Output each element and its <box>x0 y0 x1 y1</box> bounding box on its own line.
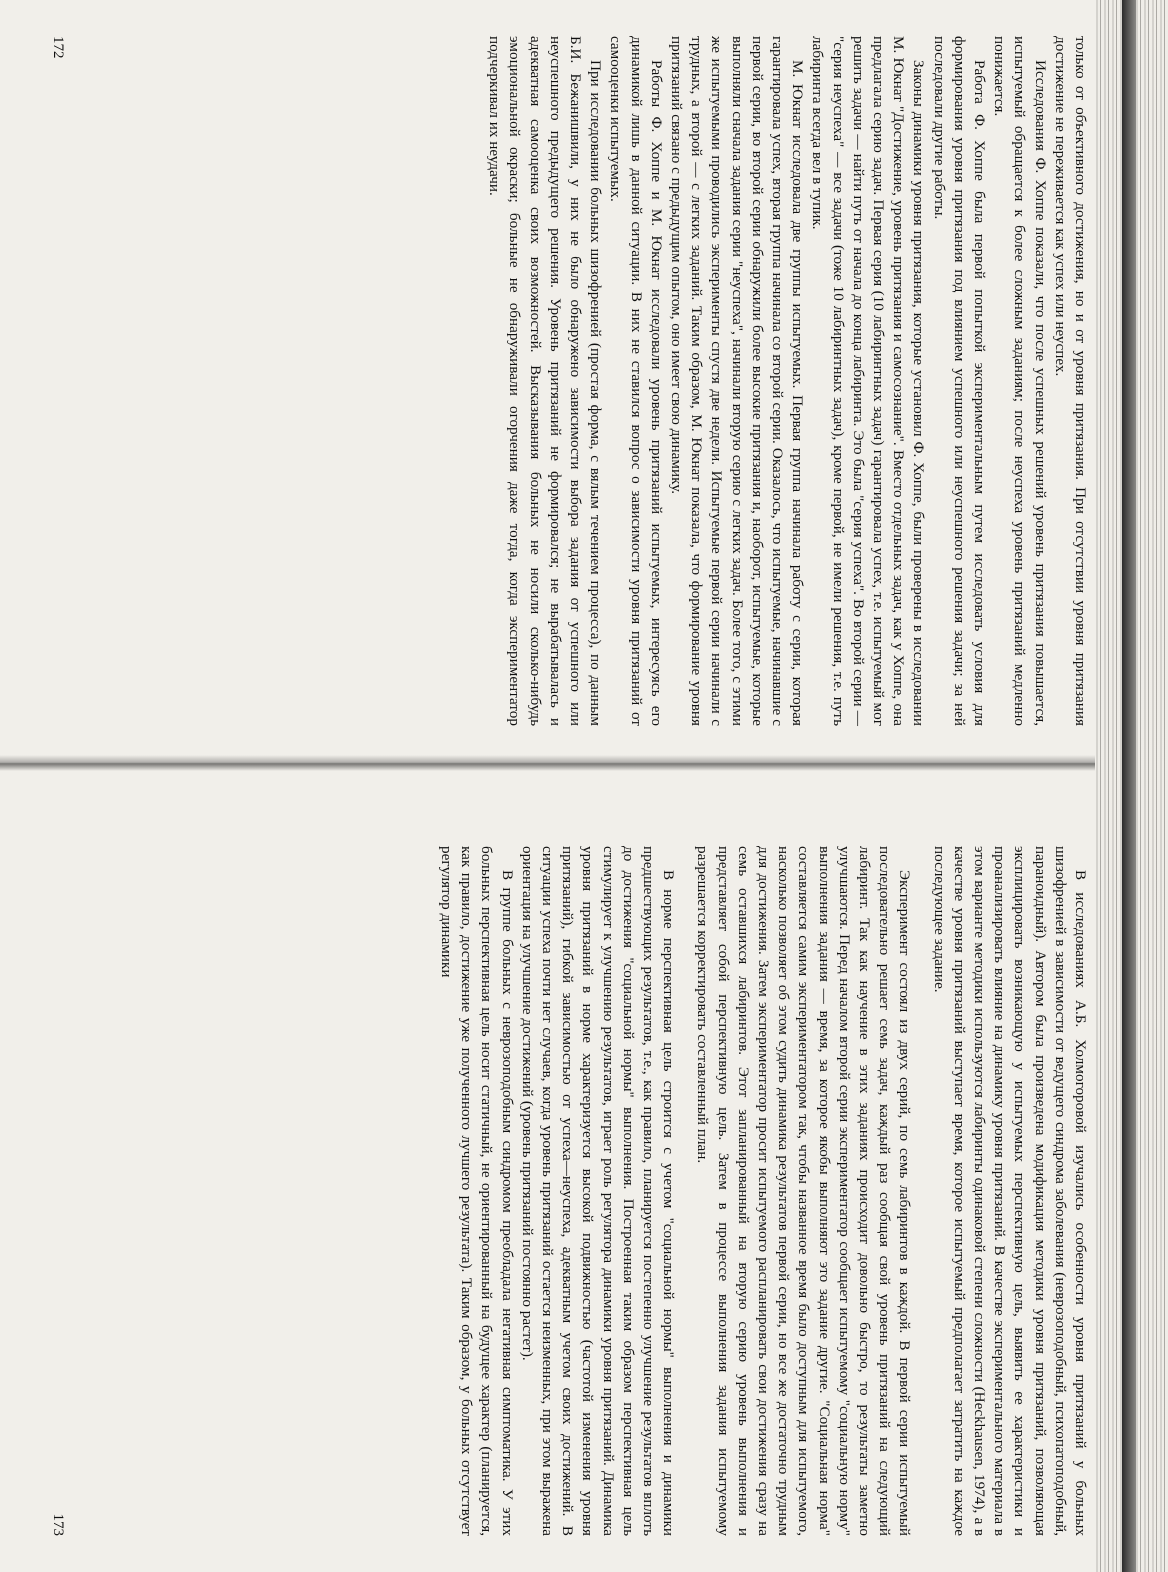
paragraph: Работа Ф. Хоппе была первой попыткой экспериментальным путем исследовать условия для формирования уровня притязания под влиянием успешного или неуспешного решения задачи; за ней последовали другие работы. <box>930 36 988 726</box>
paragraph: М. Юкнат исследовала две группы испытуемых. Первая группа начинала работу с серии, которая гарантировала успех, вторая группа начинала со второй серии. Оказалось, что испытуемые, начинавшие с первой серии, во второй серии обнаружили более высокие притязания и, наоборот, испытуемые, которые выполняли сначала задания серии "неуспеха", начинали вторую серию с легких задач. Более того, с этими же испытуемыми проводились эксперименты спустя две недели. Испытуемые первой серии начинали с трудных, а второй — с легких заданий. Таким образом, М. Юкнат показала, что формирование уровня притязаний связано с предыдущим опытом, оно имеет свою динамику. <box>667 36 807 726</box>
binding-edge <box>1122 0 1136 1572</box>
left-page-text <box>484 36 1090 726</box>
right-page-text <box>436 846 1090 1536</box>
paragraph: Эксперимент состоял из двух серий, по семь лабиринтов в каждой. В первой серии испытуемый последовательно решает семь задач, каждый раз сообщая свой уровень притязаний на следующий лабиринт. Так как научение в этих заданиях происходит довольно быстро, то результаты заметно улучшаются. Перед началом второй серии экспериментатор сообщает испытуемому "социальную норму" выполнения задания — время, за которое якобы выполняют это задание другие. "Социальная норма" составляется самим экспериментатором так, чтобы названное время было доступным для испытуемого, насколько позволяет об этом судить динамика результатов первой серии, но все же достаточно трудным для достижения. Затем экспериментатор просит испытуемого распланировать свои достижения сразу на семь оставшихся лабиринтов. Этот запланированный на вторую серию уровень выполнения и представляет собой перспективную цель. Затем в процессе выполнения задания испытуемому разрешается корректировать составленный план. <box>694 846 914 1536</box>
paragraph: Законы динамики уровня притязания, которые установил Ф. Хоппе, были проверены в исследовании М. Юкнат "Достижение, уровень притязания и самосознание". Вместо отдельных задач, как у Хоппе, она предлагала серию задач. Первая серия (10 лабиринтных задач) гарантировала успех, т.е. испытуемый мог решить задачи — найти путь от начала до конца лабиринта. Это была "серия успеха". Во второй серии — "серия неуспеха" — все задачи (тоже 10 лабиринтных задач), кроме первой, не имели решения, т.е. путь лабиринта всегда вел в тупик. <box>809 36 928 726</box>
page-number: 173 <box>50 1513 67 1536</box>
paragraph: В исследованиях А.Б. Холмогоровой изучались особенности уровня притязаний у больных шизофренией в зависимости от ведущего синдрома заболевания (неврозоподобный, психопатоподобный, параноидный). Автором была произведена модификация методики уровня притязаний, позволяющая эксплицировать возникающую у испытуемых перспективную цель, выявить ее характеристики и проанализировать влияние на динамику уровня притязаний. В качестве экспериментального материала в этом варианте методики используются лабиринты одинаковой степени сложности (Heckhausen, 1974), а в качестве уровня притязаний выступает время, которое испытуемый предполагает затратить на каждое последующее задание. <box>930 846 1089 1536</box>
paragraph: только от объективного достижения, но и от уровня притязания. При отсутствии уровня притязания достижение не переживается как успех или неуспех. <box>1051 36 1089 726</box>
left-page <box>40 36 1100 726</box>
paragraph: В норме перспективная цель строится с учетом "социальной нормы" выполнения и динамики предшествующих результатов, т.е., как правило, планируется постепенно улучшение результатов вплоть до достижения "социальной нормы" выполнения. Построенная таким образом перспективная цель стимулирует к улучшению результатов, играет роль регулятора динамики уровня притязаний. Динамика уровня притязаний в норме характеризуется высокой подвижностью (частотой изменения уровня притязаний), гибкой зависимостью от успеха—неуспеха, адекватным учетом своих достижений. В ситуации успеха почти нет случаев, когда уровень притязаний остается неизменных, при этом выражена ориентация на улучшение достижений (уровень притязаний постоянно растет). <box>518 846 678 1536</box>
book-spread <box>20 36 1100 1536</box>
page-number: 172 <box>50 36 67 59</box>
paragraph: При исследовании больных шизофренией (простая форма, с вялым течением процесса), по данным Б.И. Бежанишвили, у них не было обнаружено зависимости выбора задания от успешного или неуспешного предыдущего решения. Уровень притязаний не формировался; не вырабатывалась и адекватная самооценка своих возможностей. Высказывания больных не носили сколько-нибудь эмоциональной окраски; больные не обнаруживали огорчения даже тогда, когда экспериментатор подчеркивал их неудачи. <box>486 36 605 726</box>
paragraph: Исследования Ф. Хоппе показали, что после успешных решений уровень притязания повышается, испытуемый обращается к более сложным заданиям; после неуспеха уровень притязаний медленно понижается. <box>991 36 1049 726</box>
paragraph: Работы Ф. Хоппе и М. Юкнат исследовали уровень притязаний испытуемых, интересуясь его динамикой лишь в данной ситуации. В них не ставился вопрос о зависимости уровня притязаний от самооценки испытуемых. <box>607 36 665 726</box>
right-page <box>40 846 1100 1536</box>
paragraph: В группе больных с неврозоподобным синдромом преобладала негативная симптоматика. У этих больных перспективная цель носит статичный, не ориентированный на будущее характер (планируется, как правило, достижение уже полученного лучшего результата). Таким образом, у больных отсутствует регулятор динамики <box>437 846 516 1536</box>
